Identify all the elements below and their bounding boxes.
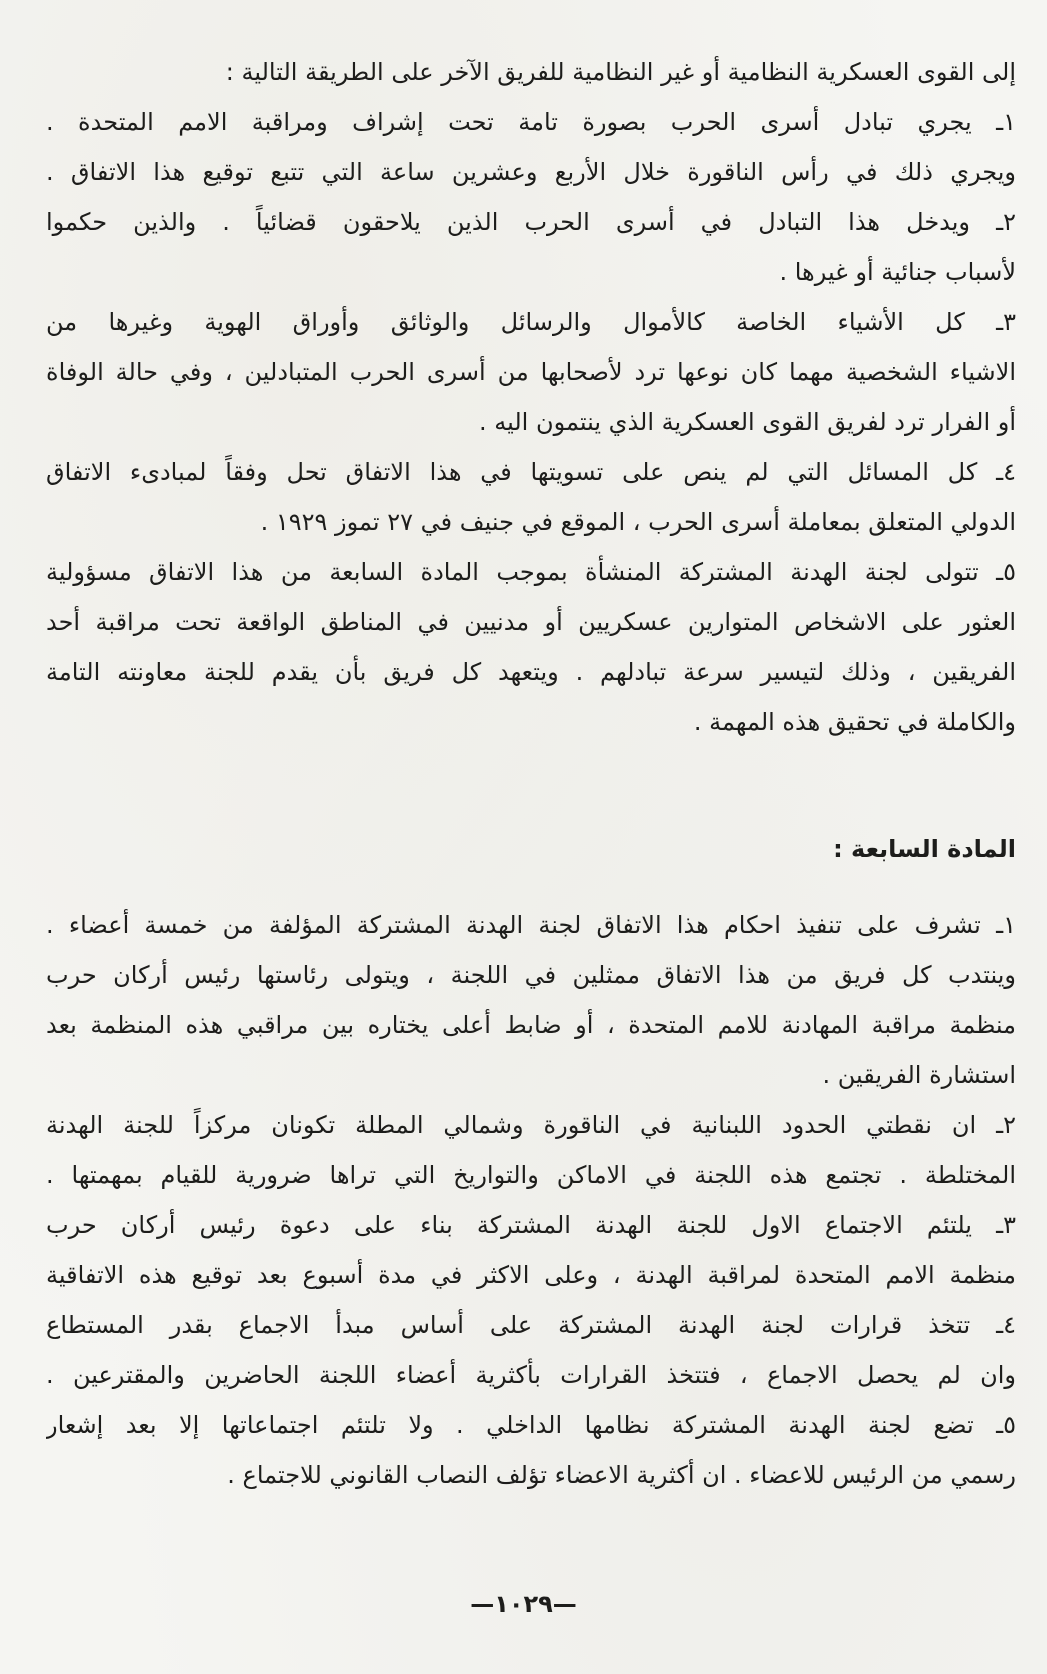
text-line: ١ـ تشرف على تنفيذ احكام هذا الاتفاق لجنة الهدنة المشتركة المؤلفة من خمسة أعضاء . — [46, 911, 1016, 939]
text-line: أو الفرار ترد لفريق القوى العسكرية الذي ينتمون اليه . — [479, 408, 1016, 436]
text-line: وان لم يحصل الاجماع ، فتتخذ القرارات بأكثرية أعضاء اللجنة الحاضرين والمقترعين . — [46, 1361, 1016, 1389]
text-line: ٣ـ يلتئم الاجتماع الاول للجنة الهدنة المشتركة بناء على دعوة رئيس أركان حرب — [46, 1211, 1016, 1239]
text-line: ويجري ذلك في رأس الناقورة خلال الأربع وعشرين ساعة التي تتبع توقيع هذا الاتفاق . — [46, 158, 1016, 186]
article-six-continued — [46, 47, 1016, 747]
text-line: ٥ـ تتولى لجنة الهدنة المشتركة المنشأة بموجب المادة السابعة من هذا الاتفاق مسؤولية — [46, 558, 1016, 586]
text-line: ٥ـ تضع لجنة الهدنة المشتركة نظامها الداخلي . ولا تلتئم اجتماعاتها إلا بعد إشعار — [46, 1411, 1016, 1439]
text-line: استشارة الفريقين . — [822, 1061, 1016, 1089]
article-seven-heading: المادة السابعة : — [833, 835, 1016, 863]
text-line: منظمة الامم المتحدة لمراقبة الهدنة ، وعلى الاكثر في مدة أسبوع بعد توقيع هذه الاتفاقية — [46, 1261, 1016, 1289]
article-seven-body — [46, 900, 1016, 1500]
text-line: الدولي المتعلق بمعاملة أسرى الحرب ، الموقع في جنيف في ٢٧ تموز ١٩٢٩ . — [260, 508, 1016, 536]
text-line: ٢ـ ويدخل هذا التبادل في أسرى الحرب الذين يلاحقون قضائياً . والذين حكموا — [46, 208, 1016, 236]
text-line: ٤ـ كل المسائل التي لم ينص على تسويتها في هذا الاتفاق تحل وفقاً لمبادىء الاتفاق — [46, 458, 1016, 486]
text-line: ٣ـ كل الأشياء الخاصة كالأموال والرسائل والوثائق وأوراق الهوية وغيرها من — [46, 308, 1016, 336]
text-line: لأسباب جنائية أو غيرها . — [779, 258, 1016, 286]
text-line: الاشياء الشخصية مهما كان نوعها ترد لأصحابها من أسرى الحرب المتبادلين ، وفي حالة الوفاة — [46, 358, 1016, 386]
text-line: إلى القوى العسكرية النظامية أو غير النظامية للفريق الآخر على الطريقة التالية : — [225, 58, 1016, 86]
text-line: رسمي من الرئيس للاعضاء . ان أكثرية الاعضاء تؤلف النصاب القانوني للاجتماع . — [227, 1461, 1016, 1489]
text-line: منظمة مراقبة المهادنة للامم المتحدة ، أو ضابط أعلى يختاره بين مراقبي هذه المنظمة بعد — [46, 1011, 1016, 1039]
text-line: الفريقين ، وذلك لتيسير سرعة تبادلهم . ويتعهد كل فريق بأن يقدم للجنة معاونته التامة — [46, 658, 1016, 686]
text-line: المختلطة . تجتمع هذه اللجنة في الاماكن والتواريخ التي تراها ضرورية للقيام بمهمتها . — [46, 1161, 1016, 1189]
text-line: ١ـ يجري تبادل أسرى الحرب بصورة تامة تحت إشراف ومراقبة الامم المتحدة . — [46, 108, 1016, 136]
text-line: العثور على الاشخاص المتوارين عسكريين أو مدنيين في المناطق الواقعة تحت مراقبة أحد — [46, 608, 1016, 636]
text-line: والكاملة في تحقيق هذه المهمة . — [693, 708, 1016, 736]
text-line: ٢ـ ان نقطتي الحدود اللبنانية في الناقورة وشمالي المطلة تكونان مركزاً للجنة الهدنة — [46, 1111, 1016, 1139]
text-line: ٤ـ تتخذ قرارات لجنة الهدنة المشتركة على أساس مبدأ الاجماع بقدر المستطاع — [46, 1311, 1016, 1339]
text-line: وينتدب كل فريق من هذا الاتفاق ممثلين في اللجنة ، ويتولى رئاستها رئيس أركان حرب — [46, 961, 1016, 989]
page-number: —١٠٢٩— — [470, 1590, 577, 1618]
